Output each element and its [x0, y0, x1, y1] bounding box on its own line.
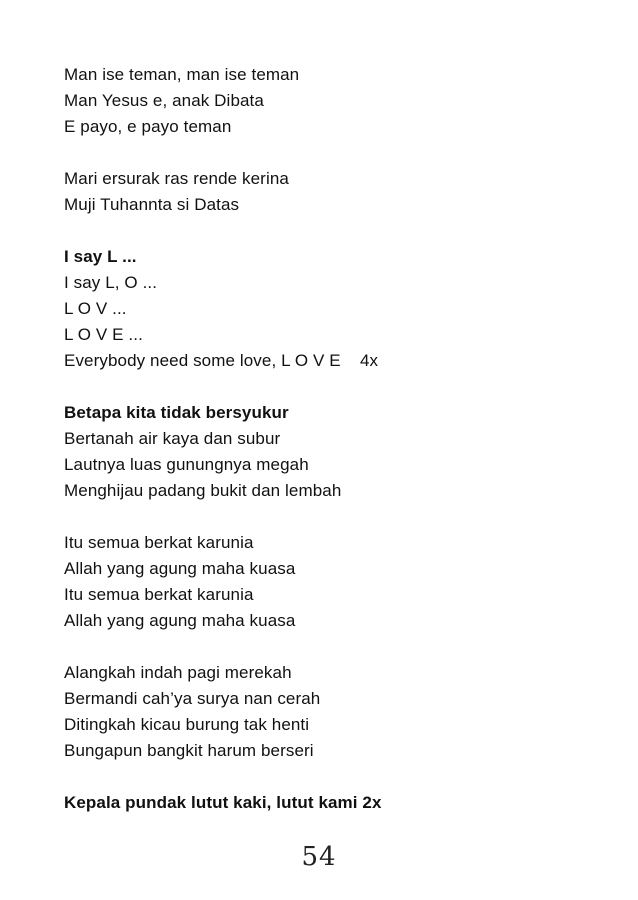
lyric-line: L O V E ...: [64, 325, 143, 344]
stanza: [64, 166, 584, 218]
lyrics-body: [64, 62, 584, 816]
stanza-gap: [64, 504, 584, 530]
page-number: 54: [301, 842, 337, 872]
lyric-line: Itu semua berkat karunia: [64, 585, 254, 604]
lyric-line: Man Yesus e, anak Dibata: [64, 91, 264, 110]
stanza: [64, 244, 584, 374]
stanza-gap: [64, 140, 584, 166]
lyric-line: I say L, O ...: [64, 273, 158, 292]
stanza: [64, 62, 584, 140]
stanza-gap: [64, 634, 584, 660]
lyric-line: Menghijau padang bukit dan lembah: [64, 481, 342, 500]
stanza: [64, 660, 584, 764]
stanza: [64, 400, 584, 504]
lyric-line: Bermandi cah’ya surya nan cerah: [64, 689, 321, 708]
lyric-line: Ditingkah kicau burung tak henti: [64, 715, 310, 734]
song-heading-line: Kepala pundak lutut kaki, lutut kami 2x: [64, 793, 382, 812]
song-heading-line: I say L ...: [64, 247, 137, 266]
lyric-line: Itu semua berkat karunia: [64, 533, 254, 552]
lyric-line: L O V ...: [64, 299, 127, 318]
lyric-line: Mari ersurak ras rende kerina: [64, 169, 289, 188]
lyric-line: Allah yang agung maha kuasa: [64, 559, 296, 578]
stanza-gap: [64, 374, 584, 400]
stanza-gap: [64, 764, 584, 790]
lyric-line: Everybody need some love, L O V E 4x: [64, 351, 379, 370]
lyric-line: Bungapun bangkit harum berseri: [64, 741, 314, 760]
lyric-line: Muji Tuhannta si Datas: [64, 195, 240, 214]
lyric-line: Bertanah air kaya dan subur: [64, 429, 281, 448]
lyric-line: Alangkah indah pagi merekah: [64, 663, 292, 682]
lyric-line: Man ise teman, man ise teman: [64, 65, 300, 84]
lyric-line: E payo, e payo teman: [64, 117, 232, 136]
stanza: [64, 530, 584, 634]
song-heading-line: Betapa kita tidak bersyukur: [64, 403, 289, 422]
stanza: [64, 790, 584, 816]
stanza-gap: [64, 218, 584, 244]
lyric-line: Lautnya luas gunungnya megah: [64, 455, 309, 474]
lyric-line: Allah yang agung maha kuasa: [64, 611, 296, 630]
